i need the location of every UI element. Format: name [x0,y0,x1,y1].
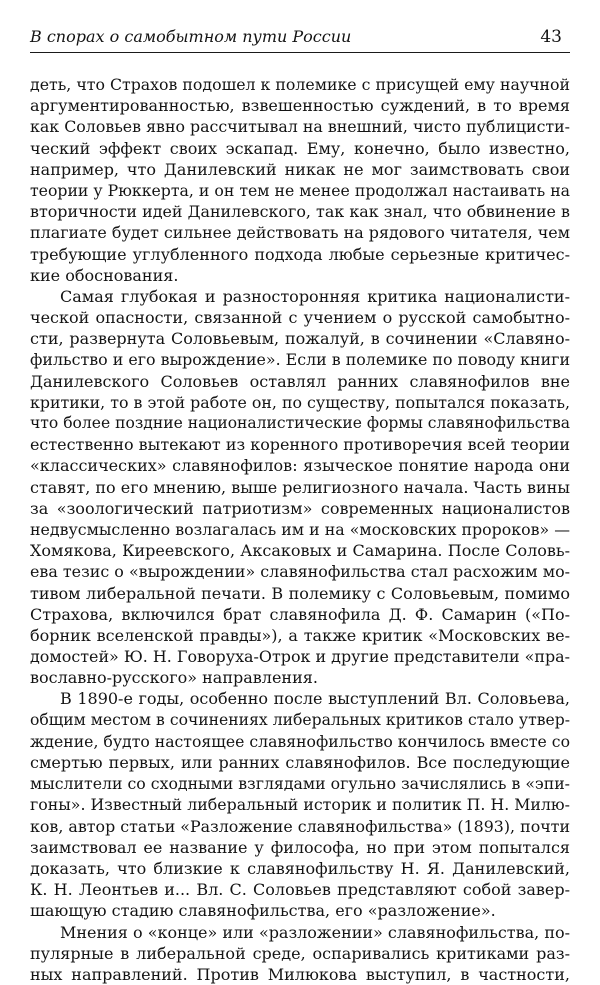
text-line: ждение, будто настоящее славянофильство кончилось вместе со [30,731,570,752]
text-line: заимствовал ее название у философа, но при этом попытался [30,837,570,858]
text-line: шающую стадию славянофильства, его «разложение». [30,900,570,921]
text-line: вторичности идей Данилевского, так как знал, что обвинение в [30,201,570,222]
text-line: Мнения о «конце» или «разложении» славянофильства, по- [30,922,570,943]
text-line: ческой опасности, связанной с учением о русской самобытно- [30,307,570,328]
paragraph-4 [30,922,570,985]
text-line: сти, развернута Соловьевым, пожалуй, в сочинении «Славяно- [30,328,570,349]
text-line: пулярные в либеральной среде, оспаривались критиками раз- [30,943,570,964]
text-line: «классических» славянофилов: языческое понятие народа они [30,455,570,476]
text-line: общим местом в сочинениях либеральных критиков стало утвер- [30,710,570,731]
running-title: В спорах о самобытном пути России [30,26,351,48]
text-line: Самая глубокая и разносторонняя критика националисти- [30,286,570,307]
text-line: требующие углубленного подхода любые серьезные критичес- [30,244,570,265]
text-line: Страхова, включился брат славянофила Д. Ф. Самарин («По- [30,604,570,625]
book-page [30,26,570,985]
paragraph-3 [30,688,570,921]
text-line: вославно-русского» направления. [30,667,570,688]
text-line: доказать, что близкие к славянофильству Н. Я. Данилевский, [30,858,570,879]
text-line: естественно вытекают из коренного противоречия всей теории [30,434,570,455]
text-line: недвусмысленно возлагалась им и на «московских пророков» — [30,519,570,540]
text-line: ставят, по его мнению, выше религиозного начала. Часть вины [30,477,570,498]
text-line: плагиате будет сильнее действовать на рядового читателя, чем [30,222,570,243]
text-line: как Соловьев явно рассчитывал на внешний, чисто публицисти- [30,116,570,137]
text-line: фильство и его вырождение». Если в полемике по поводу книги [30,349,570,370]
text-line: борник вселенской правды»), а также критик «Московских ве- [30,625,570,646]
text-line: Данилевского Соловьев оставлял ранних славянофилов вне [30,371,570,392]
text-line: что более поздние националистические формы славянофильства [30,413,570,434]
text-line: смертью первых, или ранних славянофилов. Все последующие [30,752,570,773]
text-line: ева тезис о «вырождении» славянофильства стал расхожим мо- [30,561,570,582]
text-line: В 1890-е годы, особенно после выступлений Вл. Соловьева, [30,688,570,709]
text-line: тивом либеральной печати. В полемику с Соловьевым, помимо [30,583,570,604]
paragraph-2 [30,286,570,689]
text-line: критики, то в этой работе он, по существу, попытался показать, [30,392,570,413]
text-line: например, что Данилевский никак не мог заимствовать свои [30,159,570,180]
paragraph-1 [30,74,570,286]
text-line: за «зоологический патриотизм» современных националистов [30,498,570,519]
text-line: ков, автор статьи «Разложение славянофильства» (1893), почти [30,816,570,837]
text-line: Хомякова, Киреевского, Аксаковых и Самарина. После Соловь- [30,540,570,561]
text-line: аргументированностью, взвешенностью суждений, в то время [30,95,570,116]
text-line: К. Н. Леонтьев и... Вл. С. Соловьев представляют собой завер- [30,879,570,900]
page-number: 43 [540,26,570,48]
text-line: домостей» Ю. Н. Говоруха-Отрок и другие представители «пра- [30,646,570,667]
text-line: мыслители со сходными взглядами огульно зачислялись в «эпи- [30,773,570,794]
text-line: кие обоснования. [30,265,570,286]
text-line: деть, что Страхов подошел к полемике с присущей ему научной [30,74,570,95]
running-head [30,26,570,53]
text-line: ных направлений. Против Милюкова выступил, в частности, [30,964,570,985]
text-line: теории у Рюккерта, и он тем не менее продолжал настаивать на [30,180,570,201]
text-line: гоны». Известный либеральный историк и политик П. Н. Милю- [30,794,570,815]
body-text [30,74,570,985]
text-line: ческий эффект своих эскапад. Ему, конечно, было известно, [30,138,570,159]
